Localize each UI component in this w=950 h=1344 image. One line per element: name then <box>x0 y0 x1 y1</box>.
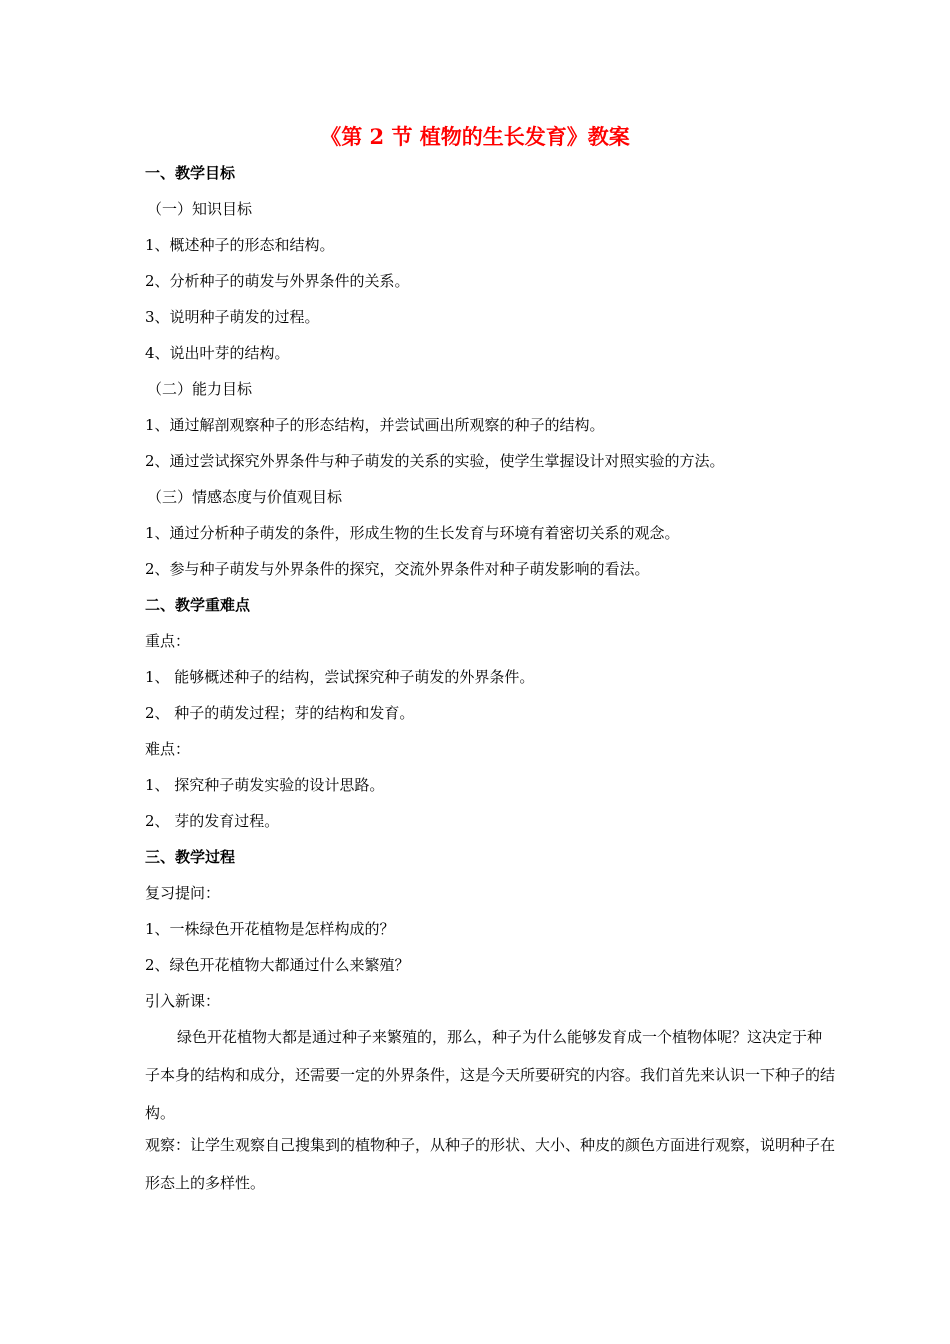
list-item: 1、通过解剖观察种子的形态结构，并尝试画出所观察的种子的结构。 <box>145 416 605 434</box>
subheading-ability-goals: （二）能力目标 <box>147 380 253 398</box>
list-item: 1、概述种子的形态和结构。 <box>145 236 335 254</box>
label-review-questions: 复习提问： <box>145 884 221 902</box>
list-item: 1、通过分析种子萌发的条件，形成生物的生长发育与环境有着密切关系的观念。 <box>145 524 680 542</box>
list-item: 2、 芽的发育过程。 <box>145 812 280 830</box>
list-item: 2、通过尝试探究外界条件与种子萌发的关系的实验，使学生掌握设计对照实验的方法。 <box>145 452 725 470</box>
label-introduce-lesson: 引入新课： <box>145 992 221 1010</box>
list-item: 2、绿色开花植物大都通过什么来繁殖？ <box>145 956 410 974</box>
label-difficult-points: 难点： <box>145 740 191 758</box>
list-item: 1、一株绿色开花植物是怎样构成的？ <box>145 920 395 938</box>
label-key-points: 重点： <box>145 632 191 650</box>
subheading-knowledge-goals: （一）知识目标 <box>147 200 253 218</box>
document-body <box>145 160 835 1202</box>
subheading-attitude-goals: （三）情感态度与价值观目标 <box>147 488 343 506</box>
list-item: 1、 探究种子萌发实验的设计思路。 <box>145 776 385 794</box>
paragraph-introduction: 绿色开花植物大都是通过种子来繁殖的，那么，种子为什么能够发育成一个植物体呢？这决定于种子本身的结构和成分，还需要一定的外界条件，这是今天所要研究的内容。我们首先来认识一下种子的结构。 <box>145 1028 836 1122</box>
list-item: 1、 能够概述种子的结构，尝试探究种子萌发的外界条件。 <box>145 668 535 686</box>
list-item: 4、说出叶芽的结构。 <box>145 344 290 362</box>
section-heading-teaching-goals: 一、教学目标 <box>145 164 236 182</box>
section-heading-key-points: 二、教学重难点 <box>145 596 251 614</box>
paragraph-observation: 观察：让学生观察自己搜集到的植物种子，从种子的形状、大小、种皮的颜色方面进行观察，说明种子在形态上的多样性。 <box>145 1136 836 1192</box>
document-title: 《第 2 节 植物的生长发育》教案 <box>320 124 630 149</box>
list-item: 2、 种子的萌发过程；芽的结构和发育。 <box>145 704 415 722</box>
list-item: 2、分析种子的萌发与外界条件的关系。 <box>145 272 410 290</box>
list-item: 3、说明种子萌发的过程。 <box>145 308 320 326</box>
section-heading-teaching-process: 三、教学过程 <box>145 848 236 866</box>
list-item: 2、参与种子萌发与外界条件的探究，交流外界条件对种子萌发影响的看法。 <box>145 560 650 578</box>
